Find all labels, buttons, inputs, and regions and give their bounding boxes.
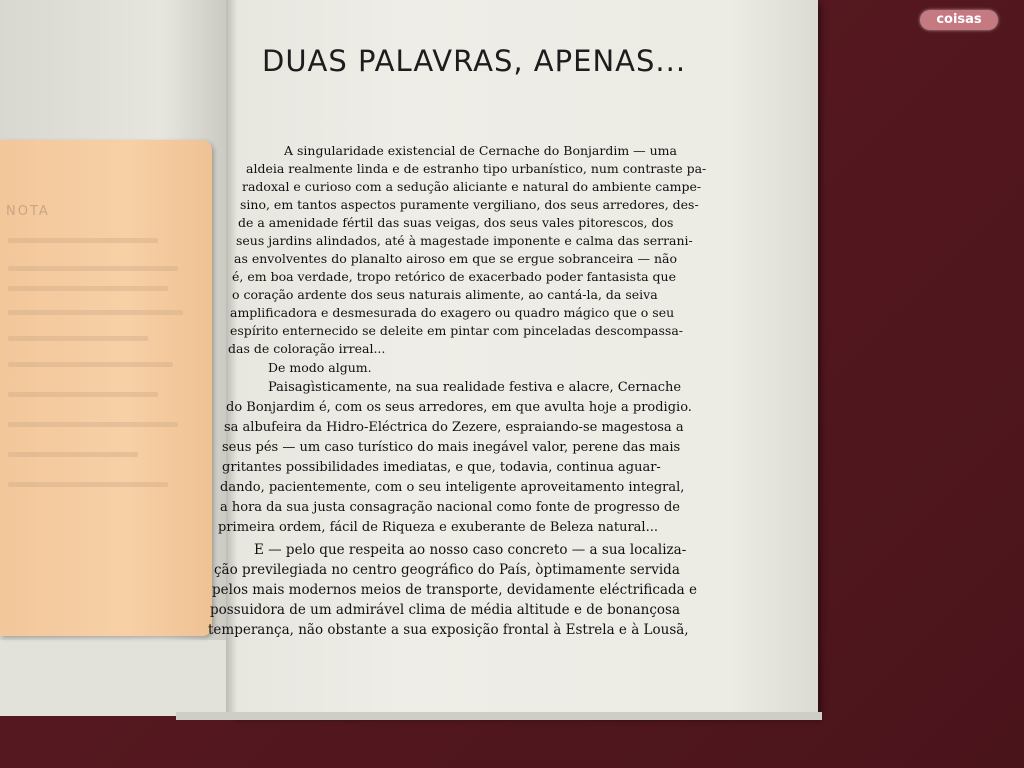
text-line: a hora da sua justa consagração nacional como fonte de progresso de	[220, 500, 680, 515]
insert-faded-line	[8, 362, 173, 367]
text-line: as envolventes do planalto airoso em que se ergue sobranceira — não	[234, 251, 677, 266]
insert-faded-line	[8, 452, 138, 457]
text-line: Paisagìsticamente, na sua realidade festiva e alacre, Cernache	[268, 380, 682, 395]
text-line: sino, em tantos aspectos puramente vergiliano, dos seus arredores, des-	[240, 197, 699, 212]
text-line: radoxal e curioso com a sedução aliciante e natural do ambiente campe-	[242, 179, 702, 194]
page-title: DUAS PALAVRAS, APENAS...	[262, 44, 687, 78]
text-line: o coração ardente dos seus naturais alimente, ao cantá-la, da seiva	[232, 287, 658, 302]
text-line: E — pelo que respeita ao nosso caso concreto — a sua localiza-	[254, 542, 687, 558]
insert-faded-line	[8, 482, 168, 487]
insert-faded-line	[8, 286, 168, 291]
text-line: do Bonjardim é, com os seus arredores, em que avulta hoje a prodigio.	[226, 400, 692, 415]
text-line: primeira ordem, fácil de Riqueza e exuberante de Beleza natural...	[218, 520, 658, 535]
text-line: temperança, não obstante a sua exposição frontal à Estrela e à Lousã,	[208, 622, 689, 638]
text-line: gritantes possibilidades imediatas, e que, todavia, continua aguar-	[222, 460, 661, 475]
text-line: de a amenidade fértil das suas veigas, dos seus vales pitorescos, dos	[238, 215, 674, 230]
text-line: A singularidade existencial de Cernache do Bonjardim — uma	[284, 143, 677, 158]
page-bottom-edge	[176, 712, 822, 720]
insert-faded-line	[8, 392, 158, 397]
text-line: sa albufeira da Hidro-Eléctrica do Zezere, espraiando-se magestosa a	[224, 420, 684, 435]
text-line: ção previlegiada no centro geográfico do País, òptimamente servida	[214, 562, 680, 578]
insert-faded-line	[8, 238, 158, 243]
text-line: seus pés — um caso turístico do mais inegável valor, perene das mais	[222, 440, 681, 455]
insert-faded-line	[8, 336, 148, 341]
text-line: dando, pacientemente, com o seu inteligente aproveitamento integral,	[220, 480, 685, 495]
watermark-logo: coisas	[920, 10, 998, 30]
text-line: aldeia realmente linda e de estranho tipo urbanístico, num contraste pa-	[246, 161, 707, 176]
insert-heading: NOTA	[6, 204, 50, 219]
text-line: das de coloração irreal...	[228, 341, 386, 356]
text-line: pelos mais modernos meios de transporte, devidamente eléctrificada e	[212, 582, 697, 598]
text-line: seus jardins alindados, até à magestade imponente e calma das serrani-	[236, 233, 693, 248]
text-line: é, em boa verdade, tropo retórico de exacerbado poder fantasista que	[232, 269, 676, 284]
insert-faded-line	[8, 266, 178, 271]
text-line: amplificadora e desmesurada do exagero ou quadro mágico que o seu	[230, 305, 675, 320]
insert-faded-line	[8, 310, 183, 315]
text-line: espírito enternecido se deleite em pintar com pinceladas descompassa-	[230, 323, 684, 338]
insert-faded-line	[8, 422, 178, 427]
inserted-note-slip	[0, 140, 212, 636]
text-line: De modo algum.	[268, 360, 372, 375]
text-line: possuidora de um admirável clima de média altitude e de bonançosa	[210, 602, 681, 618]
left-page-bottom	[0, 640, 232, 716]
